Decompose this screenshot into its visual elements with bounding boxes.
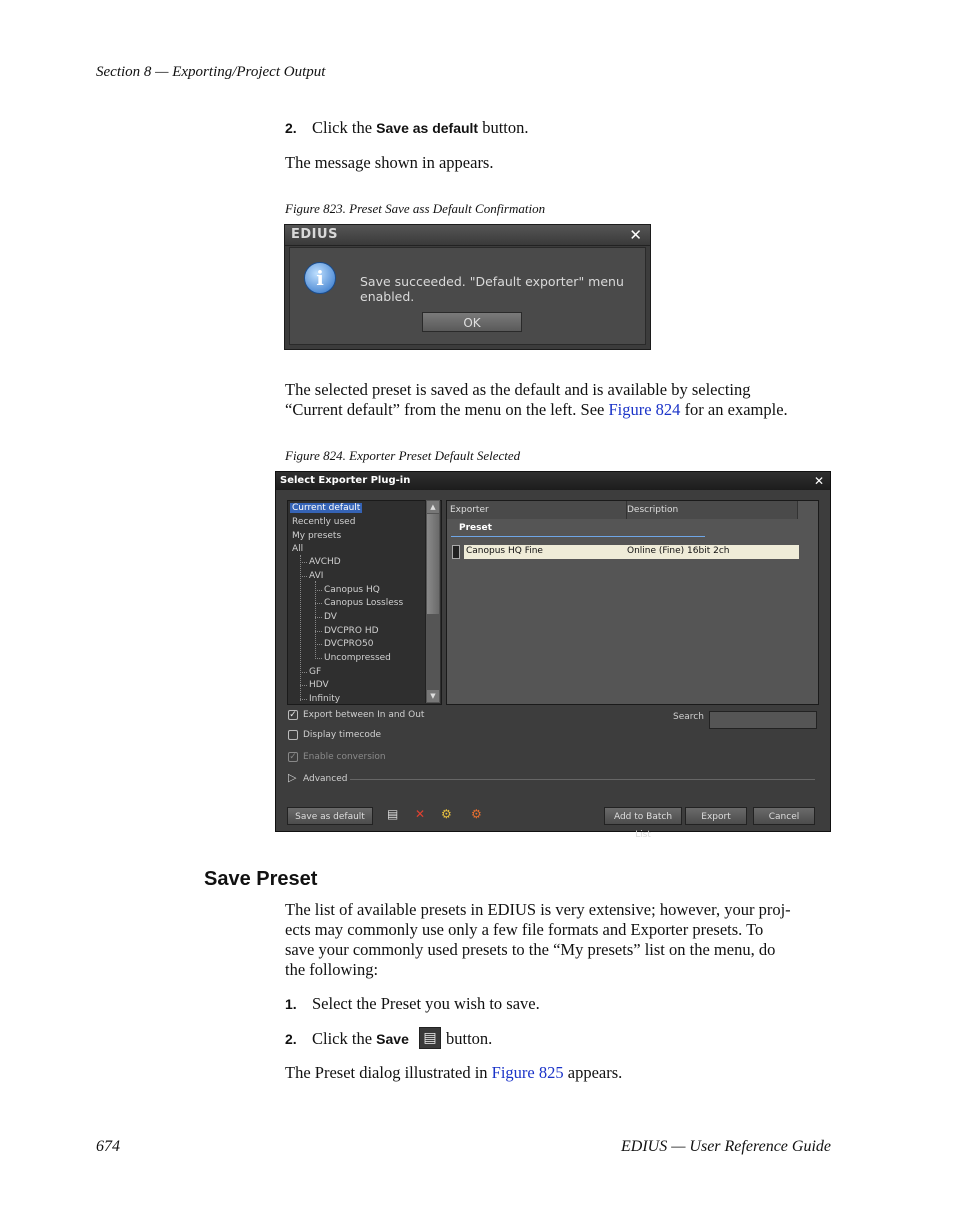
tree-connector [315,581,316,659]
tree-item-canopus-lossless[interactable]: Canopus Lossless [324,598,404,608]
export-between-checkbox[interactable]: ✓ [289,710,297,720]
tree-item-current-default[interactable]: Current default [292,503,361,513]
tree-connector [315,658,322,659]
save-as-default-button[interactable]: Save as default [287,807,373,825]
display-timecode-checkbox[interactable] [288,730,298,740]
column-header-exporter[interactable]: Exporter [447,501,627,519]
dialog-title: Select Exporter Plug-in [280,475,411,486]
ui-label-save: Save [376,1031,409,1047]
tree-connector [315,617,322,618]
figure-824-link[interactable]: Figure 824 [608,400,681,419]
tree-item-infinity[interactable]: Infinity [309,694,341,704]
dialog-body [289,247,646,345]
preset-list-paragraph: The list of available presets in EDIUS is very extensive; however, your proj- ects may commonly use only a few file formats and Exporter presets. To save your commonly used presets to the “My presets” list on the menu, do the following: [285,900,791,979]
tree-connector [315,644,322,645]
tree-connector [315,603,322,604]
tab-preset[interactable]: Preset [459,523,492,533]
close-icon[interactable]: ✕ [629,226,642,244]
tree-item-dvcpro-hd[interactable]: DVCPRO HD [324,626,379,636]
tree-connector [300,562,307,563]
search-input[interactable] [709,711,817,729]
save-button-icon: ▤ [419,1027,441,1049]
import-preset-icon[interactable]: ⚙ [441,807,452,821]
tree-connector [300,672,307,673]
tree-connector [300,699,307,700]
preset-name: Canopus HQ Fine [466,546,543,556]
section-header: Section 8 — Exporting/Project Output [96,64,326,80]
step-click-save: 2. Click the Save button. [285,1029,493,1048]
advanced-divider [350,779,815,780]
scroll-down-icon[interactable]: ▼ [427,690,439,702]
preset-description: Online (Fine) 16bit 2ch [627,546,730,556]
scroll-thumb[interactable] [427,514,439,614]
footer-title: EDIUS — User Reference Guide [620,1138,831,1155]
tree-item-gf[interactable]: GF [309,667,322,677]
advanced-label[interactable]: Advanced [303,774,348,784]
enable-conversion-label: Enable conversion [303,752,386,762]
exporter-tree [287,500,442,705]
search-label: Search [673,712,704,722]
close-icon[interactable]: ✕ [813,474,824,488]
preset-list-pane [446,500,819,705]
dialog-message: Save succeeded. "Default exporter" menu enabled. [360,274,624,304]
enable-conversion-checkbox[interactable]: ✓ [289,752,297,762]
page-number: 674 [96,1138,120,1155]
select-exporter-dialog [275,471,831,840]
edius-confirmation-dialog [284,224,651,350]
info-icon: i [304,262,336,294]
column-header-description[interactable]: Description [627,501,798,519]
tree-connector [300,576,307,577]
dialog-titlebar [285,225,650,246]
step-number: 1. [285,996,297,1012]
display-timecode-label: Display timecode [303,730,382,740]
ui-label-save-as-default: Save as default [376,120,479,136]
tree-connector [300,685,307,686]
tree-item-my-presets[interactable]: My presets [292,531,342,541]
tree-connector [315,631,322,632]
section-title: Save Preset [204,868,318,890]
dialog-title: EDIUS [291,227,338,242]
add-to-batch-list-button[interactable]: Add to Batch List [604,807,682,825]
expand-triangle-icon[interactable]: ▷ [288,771,297,784]
step-save-as-default: 2. Click the Save as default button. [285,118,529,137]
step-number: 2. [285,120,297,136]
tree-item-all[interactable]: All [292,544,304,554]
preset-row-selected[interactable] [464,545,799,559]
export-between-label: Export between In and Out [303,710,425,720]
ok-button[interactable]: OK [422,312,522,332]
tree-item-dvcpro50[interactable]: DVCPRO50 [324,639,374,649]
figure-824-caption: Figure 824. Exporter Preset Default Selected [285,448,521,463]
step-select-preset: 1. Select the Preset you wish to save. [285,994,540,1013]
tree-item-dv[interactable]: DV [324,612,337,622]
tree-item-avi[interactable]: AVI [309,571,324,581]
preset-dialog-paragraph: The Preset dialog illustrated in Figure 825 appears. [285,1063,623,1082]
tab-underline [451,536,705,537]
message-paragraph: The message shown in appears. [285,153,494,172]
tree-item-avchd[interactable]: AVCHD [309,557,341,567]
figure-825-link[interactable]: Figure 825 [491,1063,564,1082]
dialog-titlebar [276,472,830,490]
cancel-button[interactable]: Cancel [753,807,815,825]
tree-item-canopus-hq[interactable]: Canopus HQ [324,585,380,595]
tree-connector [315,590,322,591]
export-preset-icon[interactable]: ⚙ [471,807,482,821]
figure-823-caption: Figure 823. Preset Save ass Default Confirmation [285,201,546,216]
tree-item-hdv[interactable]: HDV [309,680,329,690]
tree-item-recently-used[interactable]: Recently used [292,517,356,527]
tree-item-uncompressed[interactable]: Uncompressed [324,653,391,663]
selected-preset-paragraph: The selected preset is saved as the default and is available by selecting “Current default” from the menu on the left. See Figure 824 for an example. [285,380,788,419]
delete-icon[interactable]: ✕ [415,807,426,821]
tree-scrollbar[interactable] [425,500,440,703]
preset-row-icon [452,545,460,559]
export-button[interactable]: Export [685,807,747,825]
save-icon[interactable]: ▤ [387,807,399,821]
scroll-up-icon[interactable]: ▲ [427,501,439,513]
step-number: 2. [285,1031,297,1047]
